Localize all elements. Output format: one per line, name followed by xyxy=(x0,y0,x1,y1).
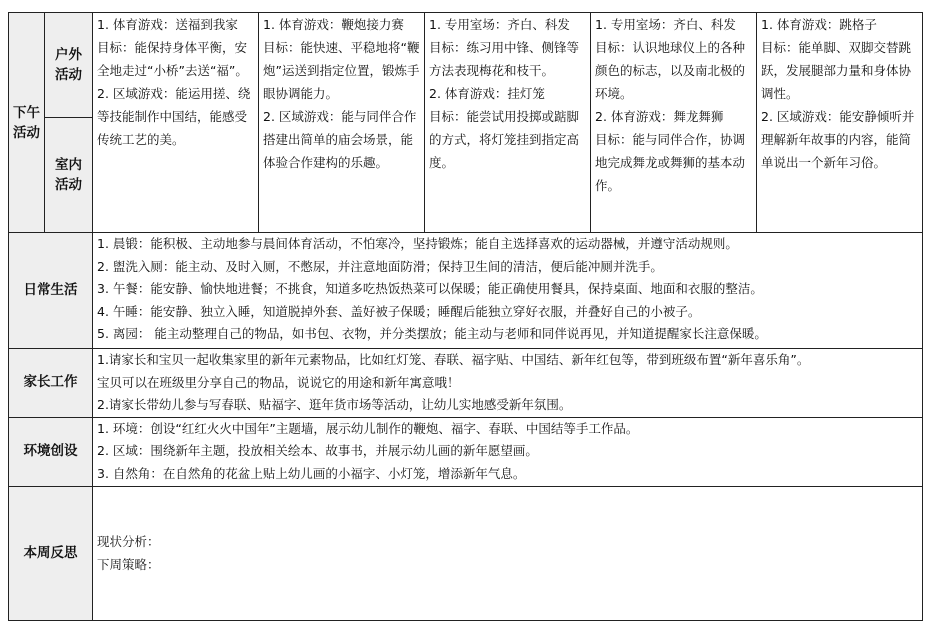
reflection-strategy: 下周策略： xyxy=(97,557,160,573)
daily-life-label: 日常生活 xyxy=(9,233,93,349)
environment-label: 环境创设 xyxy=(9,417,93,486)
daily-life-row xyxy=(9,233,923,349)
day-3-activities: 1. 专用室场：齐白、科发 目标：练习用中锋、侧锋等方法表现梅花和枝干。 2. 体育游戏：挂灯笼 目标：能尝试用投掷或踮脚的方式，将灯笼挂到指定高度。 xyxy=(425,13,591,233)
daily-life-item: 4. 午睡：能安静、独立入睡，知道脱掉外套、盖好被子保暖；睡醒后能独立穿好衣服，并叠好自己的小被子。 xyxy=(97,303,701,319)
afternoon-label: 下午活动 xyxy=(9,13,45,233)
environment-item: 1. 环境：创设“红红火火中国年”主题墙，展示幼儿制作的鞭炮、福字、春联、中国结等手工作品。 xyxy=(97,420,639,436)
parent-work-content xyxy=(93,349,923,418)
parent-work-item: 宝贝可以在班级里分享自己的物品，说说它的用途和新年寓意哦！ xyxy=(97,374,460,390)
parent-work-item: 2.请家长带幼儿参与写春联、贴福字、逛年货市场等活动，让幼儿实地感受新年氛围。 xyxy=(97,397,572,413)
environment-row xyxy=(9,417,923,486)
day-4-activities: 1. 专用室场：齐白、科发 目标：认识地球仪上的各种颜色的标志，以及南北极的环境。 2. 体育游戏：舞龙舞狮 目标：能与同伴合作，协调地完成舞龙或舞狮的基本动作。 xyxy=(591,13,757,233)
day-2-activities: 1. 体育游戏：鞭炮接力赛 目标：能快速、平稳地将“鞭炮”运送到指定位置，锻炼手眼协调能力。 2. 区域游戏：能与同伴合作搭建出简单的庙会场景，能体验合作建构的乐趣。 xyxy=(259,13,425,233)
afternoon-outdoor-row xyxy=(9,13,923,118)
environment-content xyxy=(93,417,923,486)
weekly-plan-table xyxy=(8,12,923,621)
indoor-label: 室内活动 xyxy=(45,118,93,233)
reflection-content xyxy=(93,486,923,620)
daily-life-item: 2. 盥洗入厕：能主动、及时入厕，不憋尿，并注意地面防滑；保持卫生间的清洁，便后能冲厕并洗手。 xyxy=(97,258,663,274)
day-1-activities: 1. 体育游戏：送福到我家 目标：能保持身体平衡，安全地走过“小桥”去送“福”。 2. 区域游戏：能运用搓、绕等技能制作中国结，能感受传统工艺的美。 xyxy=(93,13,259,233)
outdoor-label: 户外活动 xyxy=(45,13,93,118)
environment-item: 3. 自然角：在自然角的花盆上贴上幼儿画的小福字、小灯笼，增添新年气息。 xyxy=(97,465,526,481)
daily-life-item: 1. 晨锻：能积极、主动地参与晨间体育活动，不怕寒冷，坚持锻炼；能自主选择喜欢的运动器械，并遵守活动规则。 xyxy=(97,236,738,251)
parent-work-item: 1.请家长和宝贝一起收集家里的新年元素物品，比如红灯笼、春联、福字贴、中国结、新年红包等，带到班级布置“新年喜乐角”。 xyxy=(97,352,810,367)
day-5-activities: 1. 体育游戏：跳格子 目标：能单脚、双脚交替跳跃，发展腿部力量和身体协调性。 2. 区域游戏：能安静倾听并理解新年故事的内容，能简单说出一个新年习俗。 xyxy=(757,13,923,233)
daily-life-item: 3. 午餐：能安静、愉快地进餐；不挑食，知道多吃热饭热菜可以保暖；能正确使用餐具，保持桌面、地面和衣服的整洁。 xyxy=(97,281,763,297)
parent-work-row xyxy=(9,349,923,418)
reflection-analysis: 现状分析： xyxy=(97,534,160,550)
parent-work-label: 家长工作 xyxy=(9,349,93,418)
daily-life-content xyxy=(93,233,923,349)
environment-item: 2. 区域：围绕新年主题，投放相关绘本、故事书，并展示幼儿画的新年愿望画。 xyxy=(97,443,538,459)
daily-life-item: 5. 离园： 能主动整理自己的物品，如书包、衣物，并分类摆放；能主动与老师和同伴说再见，并知道提醒家长注意保暖。 xyxy=(97,326,767,342)
reflection-row xyxy=(9,486,923,620)
reflection-label: 本周反思 xyxy=(9,486,93,620)
